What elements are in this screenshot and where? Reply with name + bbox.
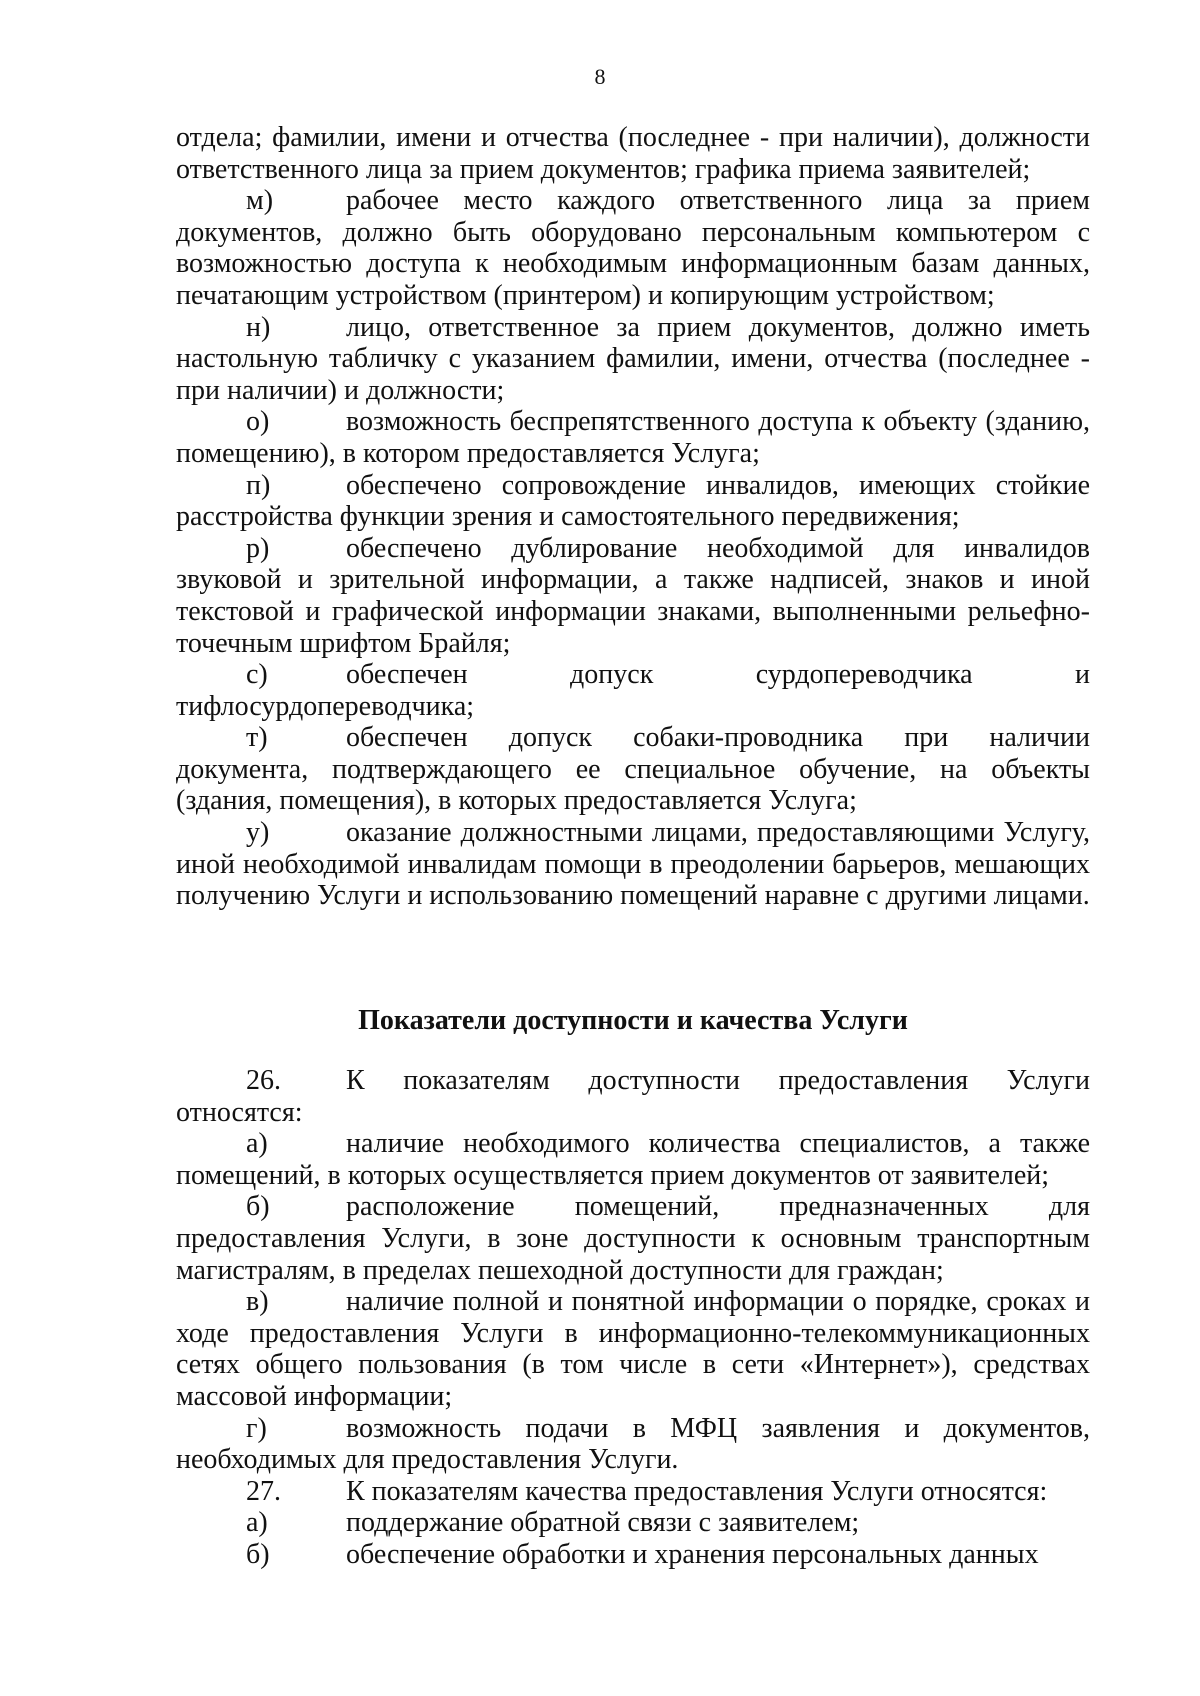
item-text: возможность подачи в МФЦ заявления и документов, необходимых для предоставления Услуги.: [176, 1412, 1090, 1476]
item-marker: б): [246, 1191, 270, 1223]
paragraph-text: отдела; фамилии, имени и отчества (последнее - при наличии), должности ответственного лица за прием документов; графика приема заявителей;: [176, 122, 1090, 185]
list-item: [176, 185, 1090, 311]
list-item: [176, 817, 1090, 912]
paragraph: [176, 122, 1090, 185]
item-marker: 26.: [246, 1065, 281, 1096]
item-text: К показателям качества предоставления Услуги относятся:: [346, 1475, 1048, 1507]
item-marker: 27.: [246, 1475, 281, 1507]
item-text: возможность беспрепятственного доступа к объекту (зданию, помещению), в котором предоставляется Услуга;: [176, 406, 1090, 469]
page-number: 8: [594, 64, 606, 89]
item-text: обеспечен допуск сурдопереводчика и тифлосурдопереводчика;: [176, 659, 1090, 722]
item-text: К показателям доступности предоставления Услуги относятся:: [176, 1065, 1090, 1128]
item-text: обеспечение обработки и хранения персональных данных: [346, 1538, 1039, 1570]
item-text: расположение помещений, предназначенных для предоставления Услуги, в зоне доступности к основным транспортным магистралям, в пределах пешеходной доступности для граждан;: [176, 1191, 1090, 1286]
list-item: [176, 1413, 1090, 1476]
list-item: [176, 1507, 1090, 1539]
item-marker: о): [246, 406, 270, 438]
item-text: обеспечено дублирование необходимой для инвалидов звуковой и зрительной информации, а также надписей, знаков и иной текстовой и графической информации знаками, выполненными рельефно-точечным шрифтом Брайля;: [176, 532, 1090, 659]
item-text: обеспечено сопровождение инвалидов, имеющих стойкие расстройства функции зрения и самостоятельного передвижения;: [176, 469, 1090, 533]
item-text: поддержание обратной связи с заявителем;: [346, 1507, 860, 1539]
item-marker: г): [246, 1412, 267, 1444]
section-title: Показатели доступности и качества Услуги: [358, 1005, 908, 1036]
top-text-block: [176, 122, 1090, 912]
list-item: [176, 406, 1090, 469]
item-marker: у): [246, 817, 270, 849]
list-item: [176, 722, 1090, 817]
item-text: наличие полной и понятной информации о порядке, сроках и ходе предоставления Услуги в информационно-телекоммуникационных сетях общего пользования (в том числе в сети «Интернет»), средствах массовой информации;: [176, 1286, 1090, 1412]
list-item: [176, 470, 1090, 533]
list-item: [176, 533, 1090, 659]
item-marker: б): [246, 1538, 270, 1570]
list-item: [176, 1128, 1090, 1191]
item-marker: с): [246, 659, 268, 691]
list-item: [176, 1065, 1090, 1128]
list-item: [176, 659, 1090, 722]
bottom-text-block: [176, 1065, 1090, 1571]
list-item: [176, 1286, 1090, 1412]
item-text: обеспечен допуск собаки-проводника при наличии документа, подтверждающего ее специальное обучение, на объекты (здания, помещения), в которых предоставляется Услуга;: [176, 722, 1090, 817]
item-text: наличие необходимого количества специалистов, а также помещений, в которых осуществляется прием документов от заявителей;: [176, 1128, 1090, 1191]
item-marker: м): [246, 185, 274, 217]
item-text: рабочее место каждого ответственного лица за прием документов, должно быть оборудовано персональным компьютером с возможностью доступа к необходимым информационным базам данных, печатающим устройством (принтером) и копирующим устройством;: [176, 185, 1090, 311]
item-marker: в): [246, 1286, 269, 1318]
item-marker: п): [246, 469, 271, 501]
item-marker: а): [246, 1507, 268, 1539]
item-marker: а): [246, 1128, 268, 1160]
list-item: [176, 312, 1090, 407]
item-text: оказание должностными лицами, предоставляющими Услугу, иной необходимой инвалидам помощи в преодолении барьеров, мешающих получению Услуги и использованию помещений наравне с другими лицами.: [176, 817, 1090, 912]
list-item: [176, 1191, 1090, 1286]
list-item: [176, 1476, 1090, 1508]
item-marker: н): [246, 311, 271, 343]
list-item: [176, 1539, 1090, 1571]
item-text: лицо, ответственное за прием документов, должно иметь настольную табличку с указанием фамилии, имени, отчества (последнее - при наличии) и должности;: [176, 311, 1090, 406]
item-marker: т): [246, 722, 268, 754]
item-marker: р): [246, 532, 270, 564]
